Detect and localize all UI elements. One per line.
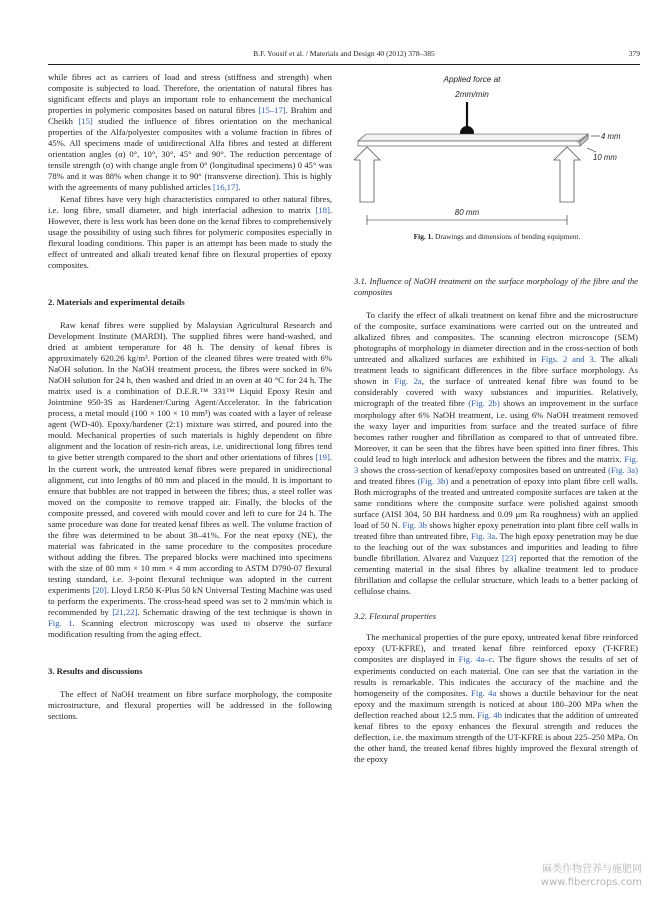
figure-2b-link[interactable]: (Fig. 2b) (468, 398, 500, 409)
section-3-heading: 3. Results and discussions (48, 666, 143, 677)
figure-1-link[interactable]: Fig. 1 (48, 618, 73, 629)
width-leader (587, 148, 596, 152)
figure-4a-link[interactable]: Fig. 4a (471, 687, 497, 698)
text: reported that the remotion of the cementing material in the sisal fibres by alkaline treatment led to produce fibrillation and collapse the cellular structure, which leads to a better packing of cellulose chains. (354, 553, 639, 597)
citation-18[interactable]: [18] (315, 204, 330, 215)
text: . The figure shows the results of set of experiments conducted on each material. One can see that the variation in the results is remarkable. This indicates the accuracy of the machine and the homogeneity of the composites. (354, 654, 639, 698)
subsection-3-2-heading: 3.2. Flexural properties (354, 611, 437, 622)
figure-1-caption (354, 232, 640, 241)
text: shows an improvement in the surface morphology after 6% NaOH treatment, i.e. using 6% NaOH treatment removed the waxy layer and impurities from surface and the treated surface of fibre becomes rather rougher and fibrillation as compared to that of untreated fibre. Moreover, it can be seen that the fibres have been spitted into finer fibres. This could lead to high interlock and adhesion between the fibres and the matrix. (354, 398, 639, 464)
bending-equipment-drawing (354, 72, 640, 232)
figure-2a-link[interactable]: Fig. 2a (394, 376, 422, 387)
text: . Brahim and Cheikh (48, 105, 332, 127)
text: studied the influence of fibres orientation on the mechanical properties of the Alfa/polyester composites with a volume fraction in fibres of 45%. All specimens made of unidirectional Alfa fibres and tested at different orientation angles (α) 0°, 10°, 30°, 45° and 90°. The reduction percentage of tensile strength (σ) with change angle from 0° (longitudinal specimens) 0 45° was 78% and it was 88% when change it to 90° (transverse direction). This is highly with the agreements of many published articles (48, 116, 333, 193)
text: . Scanning electron microscopy was used to observe the surface modification resulting from the aging effect. (48, 618, 332, 640)
figure-3a-link[interactable]: (Fig. 3a) (608, 464, 638, 475)
paragraph-materials (48, 320, 332, 640)
text: Kenaf fibres have very high characteristics compared to other natural fibres, i.e. long fibre, small diameter, and high interfacial adhesion to matrix (48, 193, 332, 215)
section-2-heading: 2. Materials and experimental details (48, 296, 185, 307)
text: shows a ductile behaviour for the neat epoxy and the maximum strength is noticed at about 180–200 MPa when the deflection reached about 12.5 mm. (354, 687, 639, 720)
text: . Schematic drawing of the test technique is shown in (137, 607, 333, 618)
caption-label: Fig. 1. (413, 232, 434, 241)
right-support-arrow (554, 147, 580, 202)
page-number: 379 (628, 49, 640, 58)
subsection-3-1-heading: 3.1. Influence of NaOH treatment on the surface morphology of the fibre and the composites (354, 276, 638, 298)
text: . Lloyd LR50 K-Plus 50 kN Universal Testing Machine was used to perform the experiments. The cross-head speed was set to 2 mm/min which is recommended by (48, 585, 332, 618)
figure-4b-link[interactable]: Fig. 4b (477, 709, 502, 720)
figures-2-3-link[interactable]: Figs. 2 and 3 (541, 354, 594, 365)
figure-3b-link[interactable]: (Fig. 3b) (417, 475, 449, 486)
text: . The alkali treatment leads to significant differences in the fibre surface morphology. As shown in (354, 354, 638, 387)
caption-text: Drawings and dimensions of bending equipment. (433, 232, 581, 241)
figure-1 (354, 72, 640, 247)
specimen-top-face (358, 134, 588, 141)
text: while fibres act as carriers of load and stress (stiffness and strength) when composite is subjected to load. Therefore, the orientation of natural fibres has significant effects and plays an important role to enhancement the mechanical properties in polymeric composites based on natural fibres (48, 72, 332, 116)
running-title: B.F. Yousif et al. / Materials and Design 40 (2012) 378–385 (253, 49, 435, 58)
left-column (48, 72, 332, 722)
site-watermark (541, 863, 642, 889)
text: To clarify the effect of alkali treatment on kenaf fibre and the microstructure of the composite, surface examinations were carried out on the untreated and alkalized fibres and composites. The scanning electron microscope (SEM) photographs of morphology in diameter direction and in the cross-section of both untreated and alkalized surfaces are exhibited in (354, 310, 638, 365)
right-column (354, 276, 638, 765)
running-header (48, 49, 640, 63)
citation-15[interactable]: [15] (78, 116, 93, 127)
citation-23[interactable]: [23] (502, 553, 517, 564)
figure-3b-link-2[interactable]: Fig. 3b (402, 519, 427, 530)
figure-3a-link-2[interactable]: Fig. 3a (471, 531, 496, 542)
thickness-label: 4 mm (601, 132, 621, 141)
text: . However, there is less work has been done on the kenaf fibres to comprehensively usage the possibility of using such fibres for polymeric composites especially in flexural loading conditions. This paper is an attempt has been made to study the effect of untreated and alkali treated kenaf fibre on flexural properties of epoxy composites. (48, 204, 333, 270)
citation-16-17[interactable]: [16,17] (213, 182, 239, 193)
text: and a penetration of epoxy into plant fibre cell walls. Both micrographs of the treated and untreated composite surfaces are taken at the same conditions where the composite surface were polished against smooth surface (AISI 304, 50 BH hardness and 0.09 μm Ra roughness) with an applied load of 50 N. (354, 475, 639, 530)
header-rule (48, 64, 640, 65)
paragraph-results: The effect of NaOH treatment on fibre surface morphology, the composite microstructure, and flexural properties will be addressed in the following sections. (48, 689, 332, 722)
text: shows higher epoxy penetration into plant fibre cell walls in treated fibre than untreated fibre, (354, 519, 639, 542)
left-support-arrow (354, 147, 380, 202)
text: and treated fibres (354, 475, 415, 486)
text: . The high epoxy penetration may be due to the leaching out of the wax substances and impurities and leading to fibre bundle fibrillation. Alvarez and Vazquez (354, 531, 638, 564)
figure-3-link[interactable]: Fig. 3 (354, 453, 638, 475)
specimen-front-face (358, 141, 580, 146)
text: shows the cross-section of kenaf/epoxy composites based on untreated (358, 464, 606, 475)
width-label: 10 mm (593, 153, 617, 162)
span-label: 80 mm (454, 208, 480, 217)
paragraph-flexural (354, 632, 638, 765)
text: The mechanical properties of the pure epoxy, untreated kenaf fibre reinforced epoxy (UT-KFRE), and treated kenaf fibre reinforced epoxy (T-KFRE) composites are displayed in (354, 632, 638, 665)
paragraph-intro-1: while fibres act as carriers of load and stress (stiffness and strength) when composite is subjected to load. Therefore, the orientation of natural fibres has significant effects and plays an important role to enhancement the mechanical properties in polymeric composites based on natural fibres [15–17]. Brahim and Cheikh [15] studied the influence of fibres orientation on the mechanical properties of the Alfa/polyester composites with a volume fraction in fibres of 45%. All specimens made of unidirectional Alfa fibres and tested at different orientation angles (α) 0°, 10°, 30°, 45° and 90°. The reduction percentage of tensile strength (σ) with change angle from 0° (longitudinal specimens) 0 45° was 78% and it was 88% when change it to 90° (transverse direction). This is highly with the agreements of many published articles [16,17]. (48, 72, 333, 193)
watermark-url: www.fibercrops.com (540, 877, 642, 888)
citation-19[interactable]: [19] (315, 452, 330, 463)
figure-4a-c-link[interactable]: Fig. 4a–c (458, 654, 493, 665)
paragraph-morphology (354, 310, 638, 597)
speed-label: 2mm/min (455, 90, 489, 99)
applied-force-label: Applied force at (443, 75, 501, 84)
watermark-title: 麻类作物营养与施肥网 (542, 864, 642, 875)
citation-15-17[interactable]: [15–17] (258, 105, 286, 116)
text: indicates that the addition of untreated kenaf fibres to the epoxy enhances the flexural strength and reduces the deflection, i.e. the maximum strength of the UT-KFRE is about 225–250 MPa. On the other hand, the treated kenaf fibres highly improved the flexural strength of the epoxy (354, 709, 639, 764)
text: , the surface of untreated kenaf fibre was found to be considerably covered with waxy substances and impurities. Relatively, micrograph of the treated fibre (354, 376, 639, 409)
text: Raw kenaf fibres were supplied by Malaysian Agricultural Research and Development Institute (MARDI). The supplied fibres were hand-washed, and dried at ambient temperature for 48 h. The density of kenaf fibres is approximately 620.26 kg/m³. Portion of the cleaned fibres were treated with 6% NaOH solution. In the NaOH treatment process, the fibres were socked in 6% NaOH solution for 24 h, then washed and dried in an oven at 40 °C for 24 h. The matrix used is a combination of D.E.R.™ 331™ Liquid Epoxy Resin and Jointmine 950-3S as Hardener/Curing Agent/Accelerator. In the fabrication process, a metal mould (100 × 100 × 10 mm³) was coated with a layer of release agent (WD-40). Epoxy/hardener (2:1) mixture was stirred, and poured into the mould. Mechanical properties of such materials is highly dependent on fibre alignment and the location of resin-rich areas, i.e. unidirectional long fibres tend to give better strength compared to the short and other orientations of fibres (48, 319, 332, 463)
citation-21-22[interactable]: [21,22] (112, 607, 138, 618)
paragraph-intro-2 (48, 194, 332, 271)
citation-20[interactable]: [20] (92, 585, 107, 596)
text: . In the current work, the untreated kenaf fibres were prepared in unidirectional alignment, cut into lengths of 80 mm and placed in the mould. It is important to ensure that bubbles are not trapped in between the fibres; thus, a steel roller was moved on the composite to remove trapped air. Finally, the blocks of the composite pressed, and covered with mould cover and left to cure for 24 h. The same procedure was done for treated kenaf fibres as well. The volume fraction of the fibre was determined to be about 38–41%. For the neat epoxy (NE), the material was fabricated in the same procedure to the composites procedure without adding the fibres. The prepared blocks were machined into specimens with the size of 80 mm × 10 mm × 4 mm according to ASTM D790-07 flexural testing standard, i.e. 3-point flexural technique was adopted in the current experiments (48, 452, 332, 596)
